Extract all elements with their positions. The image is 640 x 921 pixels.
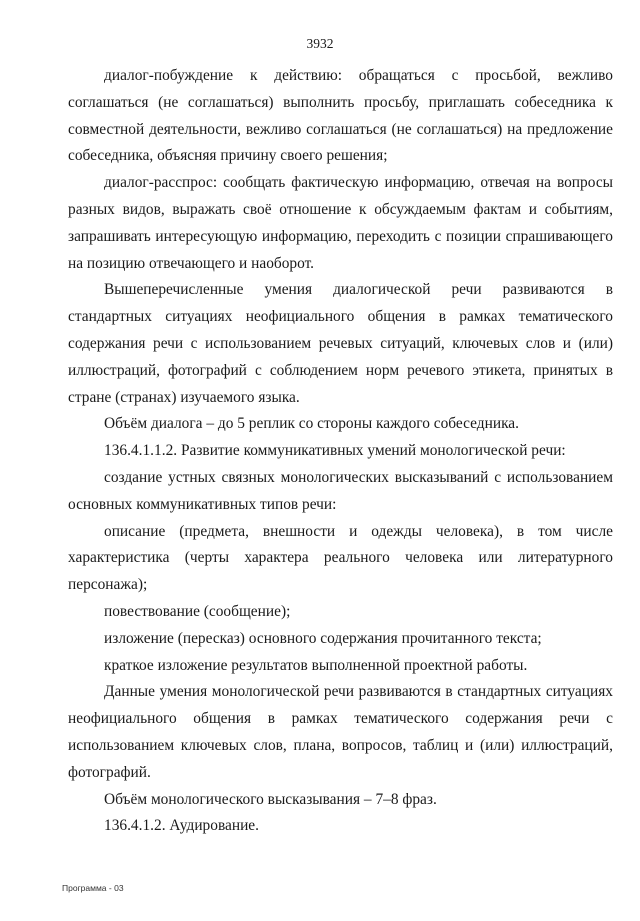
paragraph-monologue-situations: Данные умения монологической речи развиваются в стандартных ситуациях неофициального общения в рамках тематического содержания речи с использованием ключевых слов, плана, вопросов, таблиц и (или) иллюстраций, фотографий. bbox=[68, 683, 613, 781]
paragraph-dialog-inquiry: диалог-расспрос: сообщать фактическую информацию, отвечая на вопросы разных видов, выражать своё отношение к обсуждаемым фактам и событиям, запрашивать интересующую информацию, переходить с позиции спрашивающего на позицию отвечающего и наоборот. bbox=[68, 174, 613, 272]
page-number: 3932 bbox=[306, 36, 334, 51]
document-body bbox=[68, 63, 613, 840]
paragraph-description: описание (предмета, внешности и одежды человека), в том числе характеристика (черты характера реального человека или литературного персонажа); bbox=[68, 522, 613, 594]
section-heading-listening: 136.4.1.2. Аудирование. bbox=[104, 817, 259, 835]
paragraph-project-summary: краткое изложение результатов выполненной проектной работы. bbox=[104, 656, 528, 674]
paragraph-dialog-skills-situations: Вышеперечисленные умения диалогической речи развиваются в стандартных ситуациях неофициального общения в рамках тематического содержания речи с использованием речевых ситуаций, ключевых слов и (или) иллюстраций, фотографий с соблюдением норм речевого этикета, принятых в стране (странах) изучаемого языка. bbox=[68, 281, 613, 406]
paragraph-narration: повествование (сообщение); bbox=[104, 602, 291, 620]
footer-program-label: Программа - 03 bbox=[62, 883, 124, 893]
paragraph-dialog-motivation: диалог-побуждение к действию: обращаться с просьбой, вежливо соглашаться (не соглашаться) выполнить просьбу, приглашать собеседника к совместной деятельности, вежливо соглашаться (не соглашаться) на предложение собеседника, объясняя причину своего решения; bbox=[68, 67, 613, 165]
paragraph-dialog-volume: Объём диалога – до 5 реплик со стороны каждого собеседника. bbox=[104, 415, 519, 433]
section-heading-monologue: 136.4.1.1.2. Развитие коммуникативных умений монологической речи: bbox=[104, 442, 566, 460]
paragraph-monologue-creation: создание устных связных монологических высказываний с использованием основных коммуникативных типов речи: bbox=[68, 468, 613, 513]
paragraph-retelling: изложение (пересказ) основного содержания прочитанного текста; bbox=[104, 629, 542, 647]
paragraph-monologue-volume: Объём монологического высказывания – 7–8 фраз. bbox=[104, 790, 437, 808]
